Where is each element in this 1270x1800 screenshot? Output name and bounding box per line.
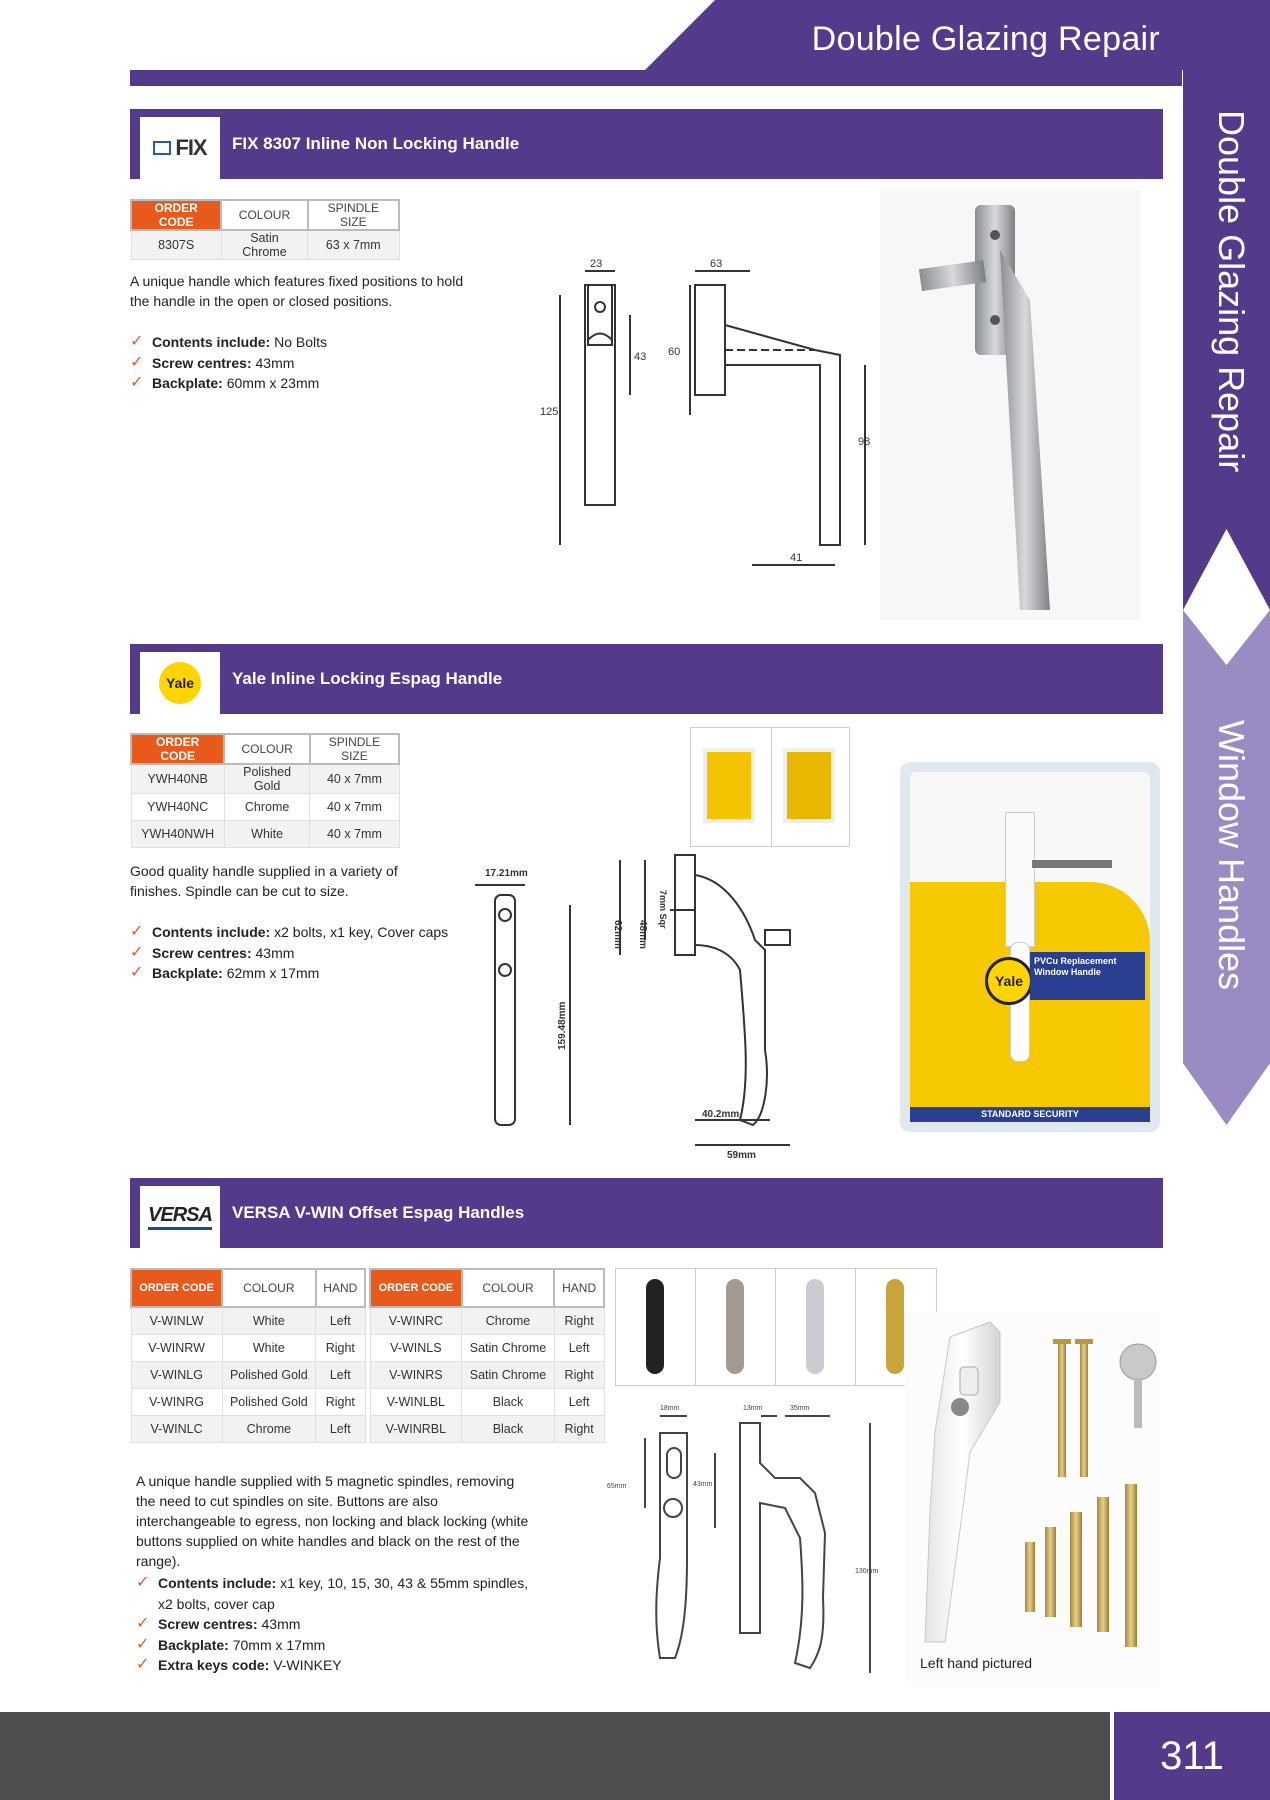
product-header-fix [130,109,1163,179]
dimension-label: 125 [540,406,559,418]
dimension-label: 48mm [637,920,648,949]
table-cell: YWH40NC [131,794,224,821]
table-header: ORDER CODE [131,1269,222,1307]
yale-logo-text: Yale [159,662,201,704]
handle-black [646,1279,664,1374]
dimension-label: 17.21mm [485,868,528,879]
dimension-label: 41 [790,552,803,564]
list-item: ✓ Backplate: 70mm x 17mm [136,1635,326,1653]
yale-badge: Yale [985,957,1033,1005]
product-header-yale [130,644,1163,714]
dimension-label: 159.48mm [557,1001,568,1050]
table-row: V-WINLC Chrome Left [131,1415,365,1442]
dimension-label: 40.2mm [702,1109,740,1120]
table-row [131,230,399,260]
page-title: Double Glazing Repair [811,20,1160,58]
dimension-label: 98 [858,436,871,448]
table-cell: Polished Gold [224,764,310,794]
spindle-image [1032,860,1112,868]
fix-handle-photo [880,190,1140,620]
thumbnail-package [783,748,835,823]
fix-logo-icon [153,141,171,155]
table-cell: Satin Chrome [221,230,307,260]
spec-table-fix [130,199,400,260]
versa-colour-thumbnails [615,1268,937,1386]
yale-technical-drawing [465,850,805,1160]
table-row: V-WINLBL Black Left [370,1388,604,1415]
photo-caption: Left hand pictured [920,1655,1033,1671]
dimension-label: 60 [668,346,681,358]
table-row: V-WINLW White Left [131,1307,365,1334]
list-item: ✓ Backplate: 60mm x 23mm [130,374,320,391]
dimension-label: 7mm Sqr [658,890,668,929]
table-cell: 40 x 7mm [310,794,399,821]
table-cell: 63 x 7mm [308,230,399,260]
footer-band [0,1712,1270,1800]
table-row: V-WINRG Polished Gold Right [131,1388,365,1415]
table-header: ORDER CODE [370,1269,462,1307]
versa-handle-photo [905,1312,1160,1687]
product-description: A unique handle which features fixed positions to hold the handle in the open or closed positions. [130,273,464,309]
dimension-label: 18mm [660,1405,680,1412]
table-header: ORDER CODE [131,734,224,764]
table-header: SPINDLE SIZE [310,734,399,764]
list-item: ✓ Screw centres: 43mm [130,943,295,961]
dimension-label: 43mm [693,1481,713,1488]
handle-chrome [806,1279,824,1374]
feature-list [130,332,490,394]
page-number: 311 [1110,1712,1270,1800]
yale-logo [140,652,220,714]
product-title: VERSA V-WIN Offset Espag Handles [232,1203,525,1222]
table-cell: 8307S [131,230,221,260]
table-row: V-WINLG Polished Gold Left [131,1361,365,1388]
table-cell: 40 x 7mm [310,764,399,794]
table-header: HAND [316,1269,365,1307]
fix-logo [140,117,220,179]
dimension-label: 62mm [612,920,623,949]
handle-gold [886,1279,904,1374]
fix-logo-text: FIX [175,135,207,160]
handle-image [1005,812,1035,947]
dimension-label: 23 [590,258,603,270]
list-item: ✓ Backplate: 62mm x 17mm [130,964,320,981]
table-row [131,821,399,848]
table-header: SPINDLE SIZE [308,200,399,230]
yale-package-photo [900,762,1160,1132]
table-row [131,764,399,794]
dimension-label: 59mm [727,1150,756,1161]
product-description: Good quality handle supplied in a variety of finishes. Spindle can be cut to size. [130,863,398,899]
table-cell: YWH40NB [131,764,224,794]
table-header: ORDER CODE [131,200,221,230]
table-header: HAND [554,1269,604,1307]
dimension-label: 63 [710,258,723,270]
table-row: V-WINRW White Right [131,1334,365,1361]
table-row: V-WINLS Satin Chrome Left [370,1334,604,1361]
table-row: V-WINRC Chrome Right [370,1307,604,1334]
header-band [130,70,1182,86]
list-item: ✓ Contents include: x2 bolts, x1 key, Cover caps [130,923,449,940]
dimension-label: 35mm [790,1405,810,1412]
thumbnail-package [703,748,755,823]
list-item: ✓ Screw centres: 43mm [136,1615,301,1632]
table-row [131,794,399,821]
spec-table-versa-left [130,1268,366,1443]
table-header: COLOUR [462,1269,555,1307]
versa-technical-drawing [607,1398,895,1683]
dimension-label: 13mm [743,1405,763,1412]
table-cell: 40 x 7mm [310,821,399,848]
yale-thumbnails [690,727,850,847]
list-item: ✓ Screw centres: 43mm [130,353,295,371]
fix-technical-drawing [540,255,890,575]
table-cell: White [224,821,310,848]
feature-list [136,1573,536,1676]
dimension-label: 130mm [855,1568,879,1575]
spec-table-versa-right [369,1268,605,1443]
feature-list [130,922,460,984]
handle-satin [726,1279,744,1374]
list-item: ✓ Contents include: x1 key, 10, 15, 30, 43 & 55mm spindles, x2 bolts, cover cap [136,1574,529,1612]
table-header: COLOUR [221,200,307,230]
side-tab-section-label: Double Glazing Repair [1211,110,1252,473]
table-row: V-WINRBL Black Right [370,1415,604,1442]
versa-logo [140,1186,220,1248]
table-cell: Chrome [224,794,310,821]
dimension-label: 43 [634,351,647,363]
product-header-versa [130,1178,1163,1248]
side-tab-category-label: Window Handles [1211,720,1252,991]
table-cell: YWH40NWH [131,821,224,848]
product-title: Yale Inline Locking Espag Handle [232,669,503,688]
package-footer: STANDARD SECURITY [910,1107,1150,1122]
spec-table-yale [130,733,400,848]
table-header: COLOUR [222,1269,315,1307]
product-description: A unique handle supplied with 5 magnetic spindles, removing the need to cut spindles on site. Buttons are also interchangeable to egress, non locking and black locking (white buttons supplied on white handles and black on the rest of the range). [136,1473,529,1569]
list-item: ✓ Contents include: No Bolts [130,333,328,350]
product-title: FIX 8307 Inline Non Locking Handle [232,134,520,153]
dimension-label: 65mm [607,1483,627,1490]
package-label: PVCu Replacement Window Handle [1030,952,1145,1000]
versa-logo-text: VERSA [148,1204,212,1230]
list-item: ✓ Extra keys code: V-WINKEY [136,1656,342,1673]
table-header: COLOUR [224,734,310,764]
table-row: V-WINRS Satin Chrome Right [370,1361,604,1388]
